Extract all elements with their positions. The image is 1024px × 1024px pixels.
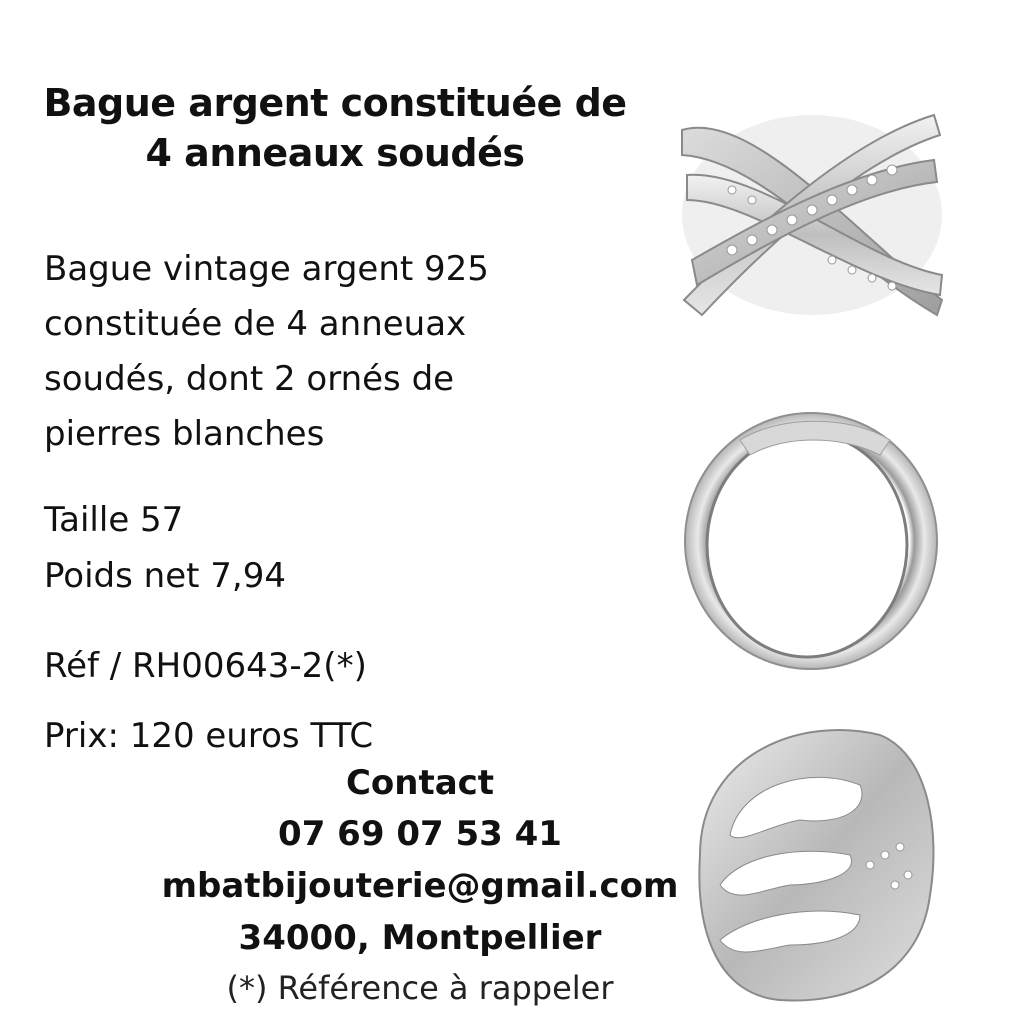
contact-phone: 07 69 07 53 41 (278, 814, 562, 854)
title-line-1: Bague argent constituée de (43, 81, 627, 125)
contact-location: 34000, Montpellier (238, 918, 602, 958)
description-line: soudés, dont 2 ornés de (44, 359, 455, 399)
ring-side-profile-photo (680, 410, 942, 672)
weight-text: Poids net 7,94 (44, 556, 286, 596)
description-line: Bague vintage argent 925 (44, 249, 489, 289)
contact-heading: Contact (345, 763, 495, 803)
reference-text: Réf / RH00643-2(*) (44, 646, 367, 686)
description-line: constituée de 4 anneuax (44, 304, 467, 344)
contact-email: mbatbijouterie@gmail.com (161, 866, 679, 906)
size-text: Taille 57 (44, 500, 184, 540)
product-description (44, 242, 604, 462)
product-title (30, 78, 640, 178)
price-text: Prix: 120 euros TTC (44, 716, 374, 756)
reference-note: (*) Référence à rappeler (226, 969, 614, 1007)
ring-angled-view-photo (680, 715, 950, 1015)
description-line: pierres blanches (44, 414, 325, 454)
title-line-2: 4 anneaux soudés (145, 131, 525, 175)
ring-crossover-front-photo (672, 100, 952, 330)
